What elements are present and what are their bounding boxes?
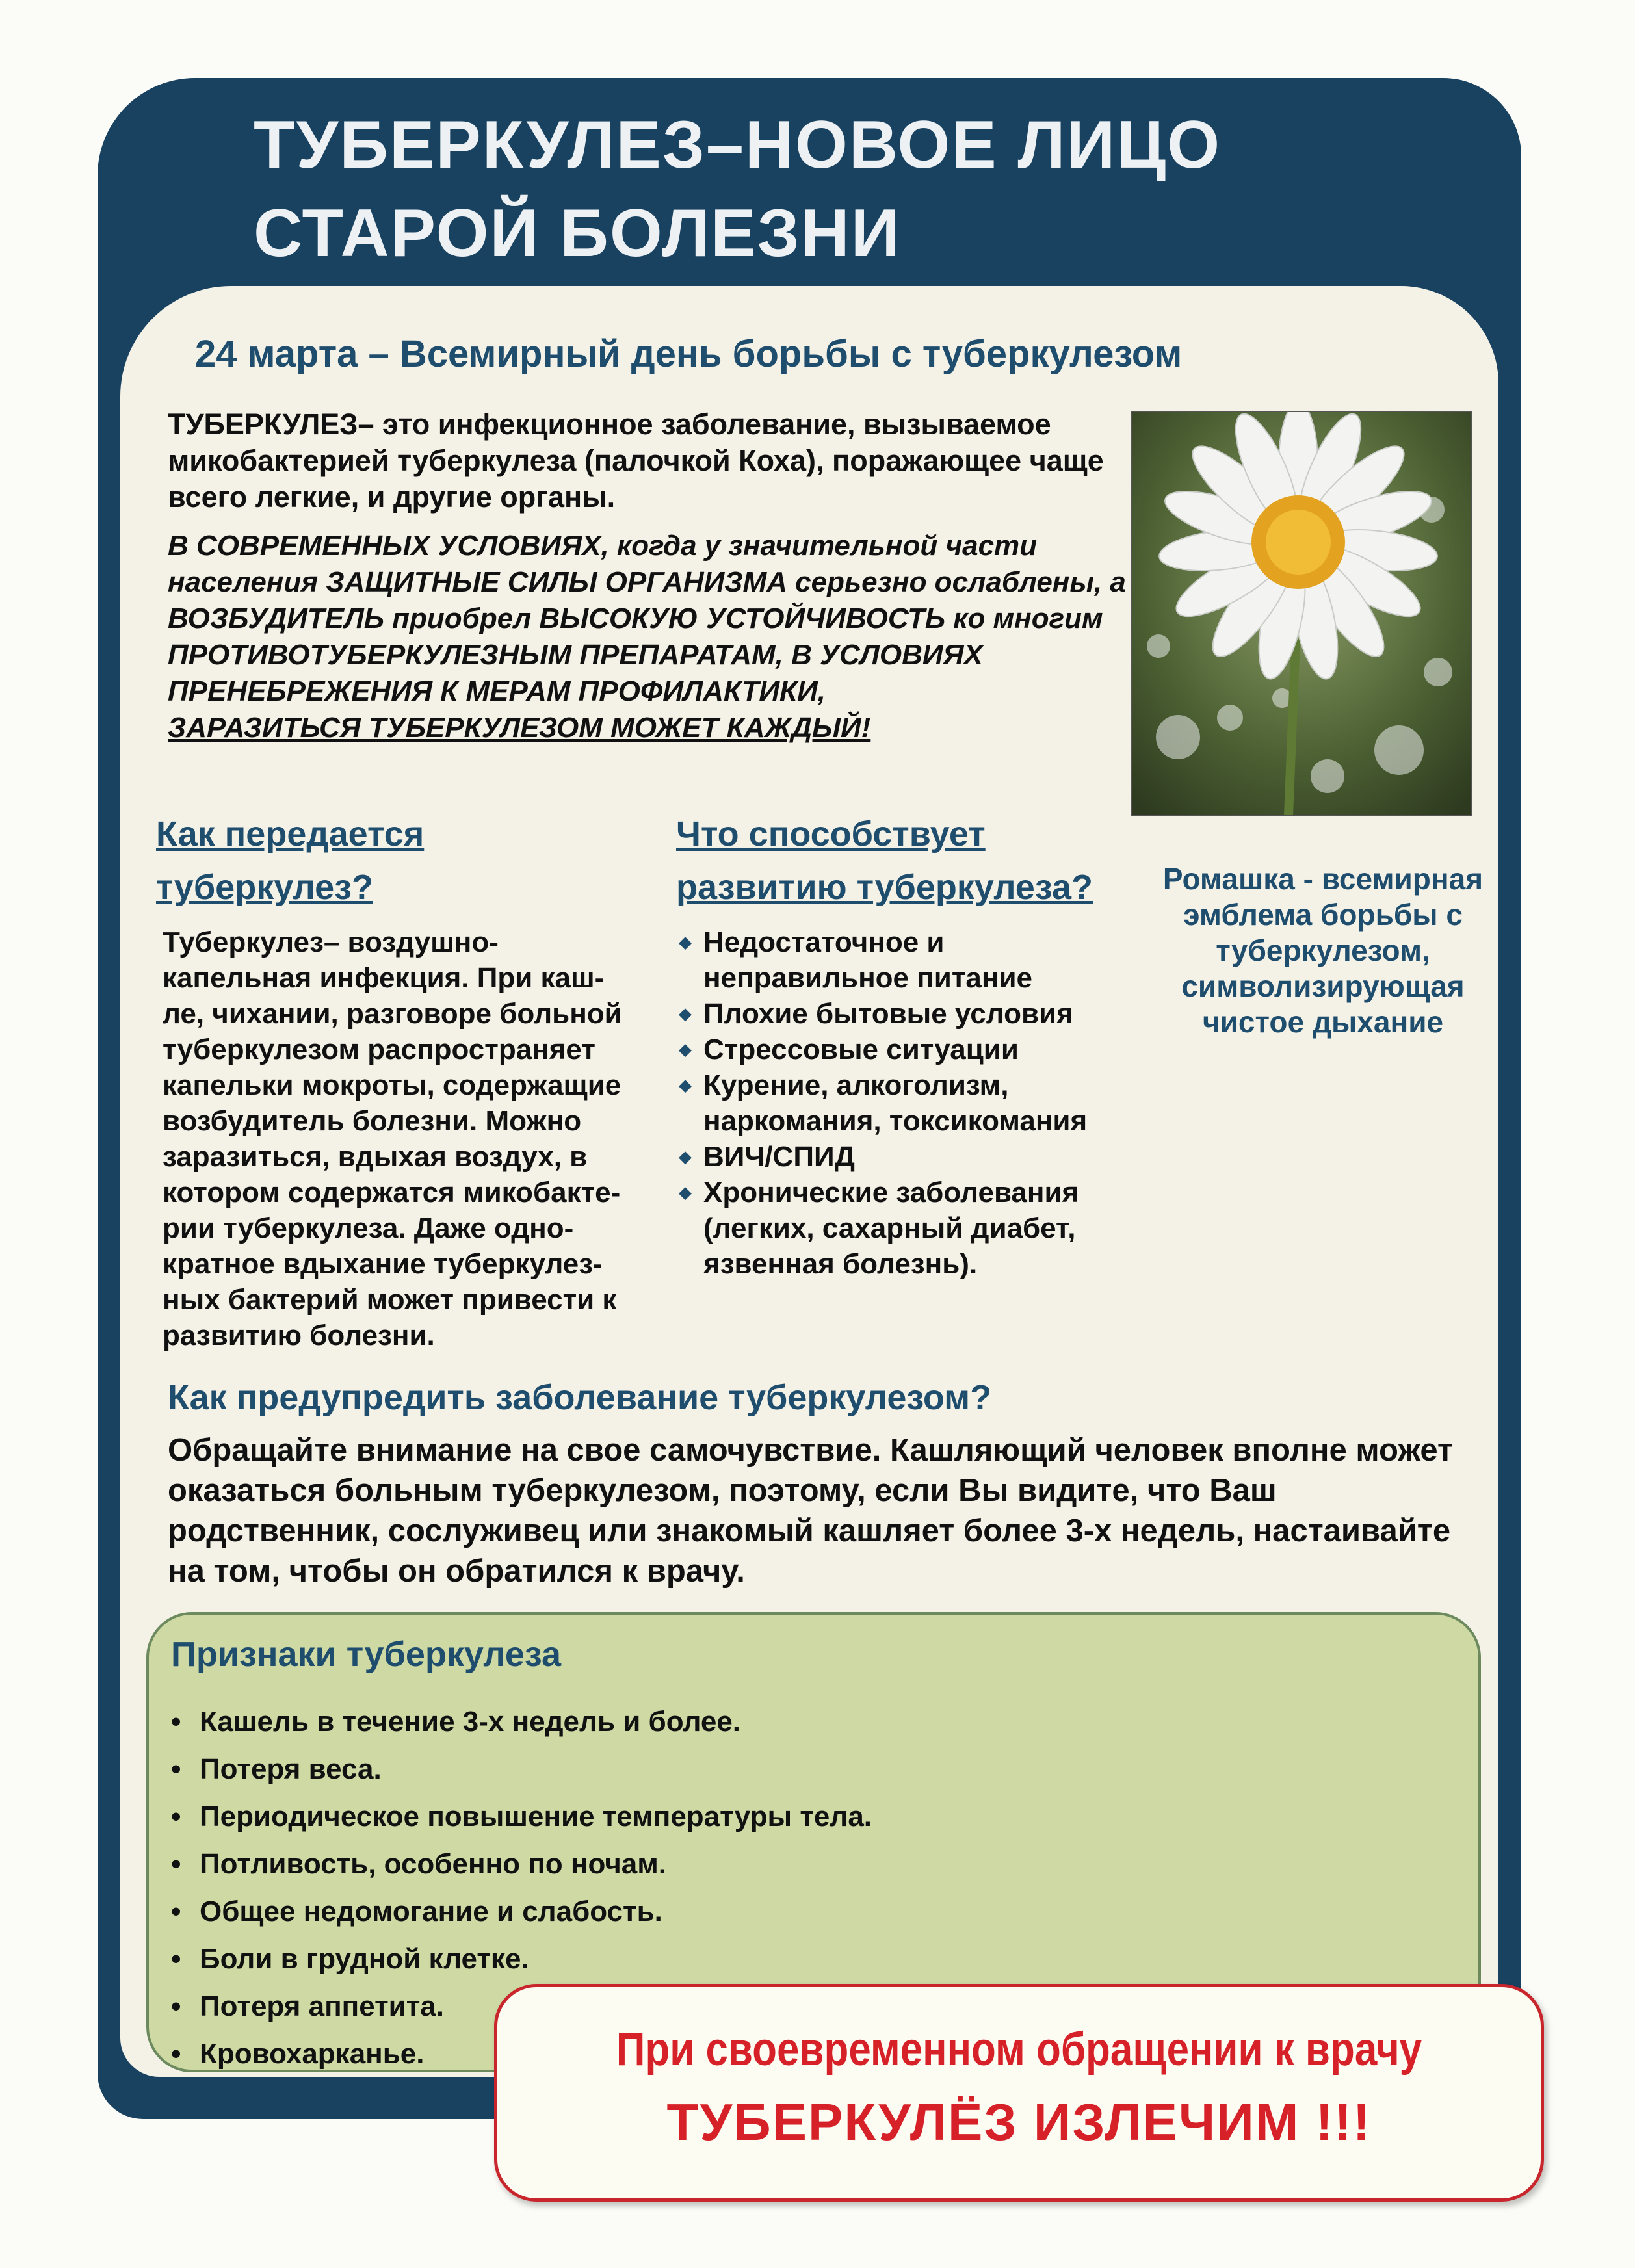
- factors-list: [676, 924, 1157, 1282]
- list-item: • Боли в грудной клетке.: [171, 1935, 1016, 1983]
- poster-title: ТУБЕРКУЛЕЗ–НОВОЕ ЛИЦО СТАРОЙ БОЛЕЗНИ: [254, 107, 1222, 271]
- transmission-heading-line1: Как передается: [156, 815, 425, 854]
- transmission-text: Туберкулез– воздушно- капельная инфекция. При каш- ле, чихании, разговоре больной туберкулезом распространяет капельки мокроты, содержащие возбудитель болезни. Можно заразиться, вдыхая воздух, в котором содержатся микобакте- рии туберкулеза. Даже одно- кратное вдыхание туберкулез- ных бактерий может привести к развитию болезни.: [163, 926, 622, 1351]
- prevention-heading: Как предупредить заболевание туберкулезом?: [168, 1378, 992, 1417]
- callout-line1: При своевременном обращении к врачу: [616, 2024, 1422, 2076]
- conditions-body: В СОВРЕМЕННЫХ УСЛОВИЯХ, когда у значительной части населения ЗАЩИТНЫЕ СИЛЫ ОРГАНИЗМА серьезно ослаблены, а ВОЗБУДИТЕЛЬ приобрел ВЫСОКУЮ УСТОЙЧИВОСТЬ ко многим ПРОТИВОТУБЕРКУЛЕЗНЫМ ПРЕПАРАТАМ, В УСЛОВИЯХ ПРЕНЕБРЕЖЕНИЯ К МЕРАМ ПРОФИЛАКТИКИ,: [168, 530, 1126, 707]
- chamomile-flower-icon: [1131, 411, 1472, 816]
- list-item: ◆ Стрессовые ситуации: [676, 1032, 1157, 1067]
- warning-text: ЗАРАЗИТЬСЯ ТУБЕРКУЛЕЗОМ МОЖЕТ КАЖДЫЙ!: [168, 712, 871, 744]
- list-item: • Кашель в течение 3-х недель и более.: [171, 1698, 1016, 1745]
- factors-heading: [676, 807, 1209, 914]
- list-item: • Кровохарканье.: [171, 2030, 1016, 2078]
- callout-line2: ТУБЕРКУЛЁЗ ИЗЛЕЧИМ !!!: [666, 2093, 1372, 2151]
- list-item: ◆ ВИЧ/СПИД: [676, 1139, 1157, 1175]
- transmission-heading-line2: туберкулез?: [156, 868, 373, 907]
- factors-heading-line1: Что способствует: [676, 815, 986, 854]
- definition-text: ТУБЕРКУЛЕЗ– это инфекционное заболевание, вызываемое микобактерией туберкулеза (палочкой Коха), поражающее чаще всего легкие, и другие органы.: [168, 408, 1104, 514]
- list-item: • Потливость, особенно по ночам.: [171, 1840, 1016, 1888]
- list-item: • Периодическое повышение температуры тела.: [171, 1793, 1016, 1840]
- list-item: ◆ Курение, алкоголизм, наркомания, токсикомания: [676, 1067, 1157, 1139]
- list-item: • Общее недомогание и слабость.: [171, 1888, 1016, 1935]
- photo-caption: Ромашка - всемирная эмблема борьбы с туберкулезом, символизирующая чистое дыхание: [1162, 862, 1484, 1039]
- signs-heading: Признаки туберкулеза: [171, 1635, 562, 1674]
- list-item: • Потеря аппетита.: [171, 1983, 1016, 2030]
- conditions-text: [168, 528, 1156, 746]
- list-item: ◆ Недостаточное и неправильное питание: [676, 924, 1157, 996]
- prevention-text: Обращайте внимание на свое самочувствие. Кашляющий человек вполне может оказаться больным туберкулезом, поэтому, если Вы видите, что Ваш родственник, сослуживец или знакомый кашляет более 3-х недель, настаивайте на том, чтобы он обратился к врачу.: [168, 1433, 1453, 1589]
- list-item: • Потеря веса.: [171, 1745, 1016, 1793]
- list-item: ◆ Хронические заболевания (легких, сахарный диабет, язвенная болезнь).: [676, 1175, 1157, 1282]
- subtitle: 24 марта – Всемирный день борьбы с туберкулезом: [195, 333, 1183, 375]
- factors-heading-line2: развитию туберкулеза?: [676, 868, 1093, 907]
- list-item: ◆ Плохие бытовые условия: [676, 996, 1157, 1032]
- transmission-heading: [156, 807, 611, 914]
